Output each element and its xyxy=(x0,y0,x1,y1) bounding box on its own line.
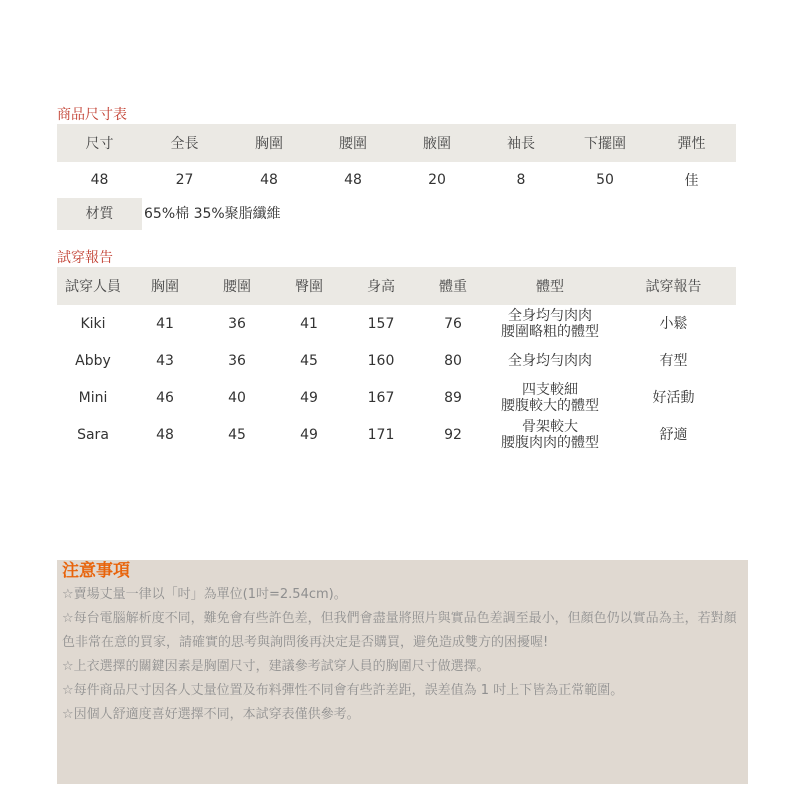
notice-item: ☆每台電腦解析度不同，難免會有些許色差，但我們會盡量將照片與實品色差調至最小，但顏色仍以實品為主，若對顏色非常在意的買家，請確實的思考與詢問後再決定是否購買，避免造成雙方的困擾喔! xyxy=(62,611,737,650)
body-type-line: 腰圍略粗的體型 xyxy=(501,323,599,340)
body-type-line: 腰腹肉肉的體型 xyxy=(501,434,599,451)
tester-hip: 49 xyxy=(300,426,318,443)
table-row xyxy=(57,342,736,379)
size-value-cell: 48 xyxy=(90,172,109,188)
table-row xyxy=(57,305,736,342)
fit-report-title: 試穿報告 xyxy=(57,250,113,266)
tester-name: Kiki xyxy=(80,315,106,332)
material-row xyxy=(57,198,357,230)
size-value-cell: 27 xyxy=(175,172,194,188)
notice-panel xyxy=(57,560,748,784)
size-header-cell: 腋圍 xyxy=(395,124,479,162)
tester-waist: 45 xyxy=(228,426,246,443)
fit-report-table xyxy=(57,267,736,453)
fit-report-header-row xyxy=(57,267,736,305)
fit-header-cell: 試穿報告 xyxy=(611,267,736,305)
size-value-cell: 50 xyxy=(596,172,614,188)
tester-body-type xyxy=(489,342,611,379)
body-type-line: 全身均勻肉肉 xyxy=(508,307,592,324)
size-header-cell: 彈性 xyxy=(647,124,736,162)
notice-title: 注意事項 xyxy=(62,561,130,581)
notice-item: ☆每件商品尺寸因各人丈量位置及布料彈性不同會有些許差距，誤差值為 1 吋上下皆為正常範圍。 xyxy=(62,683,624,698)
size-header-cell: 胸圍 xyxy=(227,124,311,162)
tester-height: 167 xyxy=(367,389,395,406)
fit-header-cell: 試穿人員 xyxy=(57,267,129,305)
size-header-cell: 腰圍 xyxy=(311,124,395,162)
tester-report: 小鬆 xyxy=(659,315,688,332)
tester-report: 好活動 xyxy=(652,389,695,406)
tester-height: 171 xyxy=(367,426,395,443)
fit-header-cell: 體重 xyxy=(417,267,489,305)
size-header-cell: 尺寸 xyxy=(57,124,142,162)
body-type-line: 四支較細 xyxy=(522,381,578,398)
tester-weight: 89 xyxy=(444,389,462,406)
tester-body-type xyxy=(489,416,611,453)
body-type-line: 全身均勻肉肉 xyxy=(508,352,592,369)
tester-chest: 43 xyxy=(156,352,174,369)
tester-hip: 45 xyxy=(300,352,318,369)
notice-item: ☆上衣選擇的關鍵因素是胸圍尺寸，建議參考試穿人員的胸圍尺寸做選擇。 xyxy=(62,659,490,674)
fit-header-cell: 胸圍 xyxy=(129,267,201,305)
fit-header-cell: 身高 xyxy=(345,267,417,305)
tester-weight: 76 xyxy=(444,315,462,332)
fit-header-cell: 臀圍 xyxy=(273,267,345,305)
fit-header-cell: 體型 xyxy=(489,267,611,305)
tester-weight: 92 xyxy=(444,426,462,443)
size-chart-header-row xyxy=(57,124,736,162)
size-value-cell: 8 xyxy=(516,172,526,188)
tester-height: 157 xyxy=(367,315,395,332)
tester-weight: 80 xyxy=(444,352,462,369)
tester-hip: 41 xyxy=(300,315,318,332)
tester-name: Sara xyxy=(77,426,109,443)
tester-body-type xyxy=(489,305,611,342)
size-chart-table xyxy=(57,124,736,198)
size-header-cell: 全長 xyxy=(142,124,227,162)
tester-chest: 48 xyxy=(156,426,174,443)
notice-item: ☆賣場丈量一律以「吋」為單位(1吋=2.54cm)。 xyxy=(62,587,347,602)
tester-chest: 46 xyxy=(156,389,174,406)
tester-name: Abby xyxy=(75,352,111,369)
size-header-cell: 袖長 xyxy=(479,124,563,162)
tester-body-type xyxy=(489,379,611,416)
tester-chest: 41 xyxy=(156,315,174,332)
tester-waist: 40 xyxy=(228,389,246,406)
tester-height: 160 xyxy=(367,352,395,369)
size-chart-value-row xyxy=(57,162,736,198)
tester-waist: 36 xyxy=(228,315,246,332)
table-row xyxy=(57,416,736,453)
table-row xyxy=(57,379,736,416)
tester-report: 舒適 xyxy=(659,426,688,443)
size-header-cell: 下擺圍 xyxy=(563,124,647,162)
body-type-line: 腰腹較大的體型 xyxy=(501,397,599,414)
body-type-line: 骨架較大 xyxy=(522,418,578,435)
notice-item: ☆因個人舒適度喜好選擇不同，本試穿表僅供參考。 xyxy=(62,707,360,722)
size-value-cell: 48 xyxy=(260,172,278,188)
material-value: 65%棉 35%聚脂纖維 xyxy=(144,206,281,222)
size-chart-title: 商品尺寸表 xyxy=(57,107,127,123)
tester-hip: 49 xyxy=(300,389,318,406)
size-value-cell: 48 xyxy=(344,172,362,188)
tester-name: Mini xyxy=(78,389,108,406)
material-label: 材質 xyxy=(57,198,142,230)
notice-body xyxy=(62,583,746,727)
size-value-cell: 佳 xyxy=(684,173,699,189)
size-value-cell: 20 xyxy=(428,172,446,188)
tester-report: 有型 xyxy=(659,352,688,369)
tester-waist: 36 xyxy=(228,352,246,369)
fit-header-cell: 腰圍 xyxy=(201,267,273,305)
